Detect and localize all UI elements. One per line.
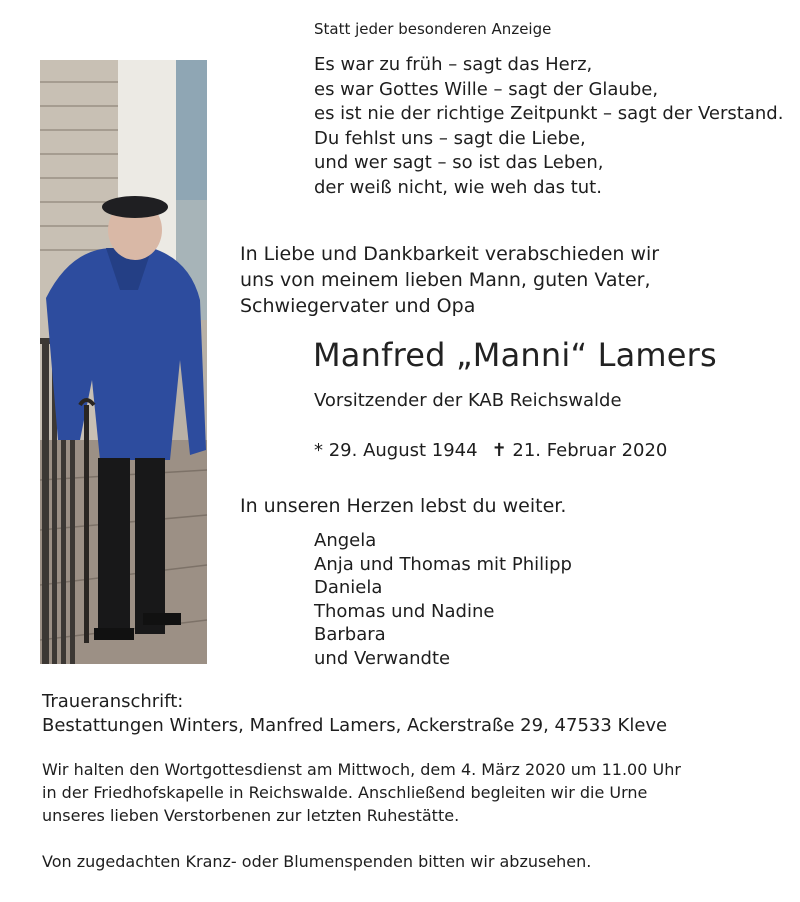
poem-line: Es war zu früh – sagt das Herz, — [314, 54, 593, 75]
mourning-address — [42, 690, 667, 737]
survivors-list — [314, 529, 572, 670]
deceased-role: Vorsitzender der KAB Reichswalde — [314, 390, 622, 411]
notice-header: Statt jeder besonderen Anzeige — [314, 20, 552, 38]
poem-line: der weiß nicht, wie weh das tut. — [314, 176, 602, 198]
intro-line: uns von meinem lieben Mann, guten Vater, — [240, 269, 651, 291]
portrait-photo — [40, 60, 207, 664]
intro-text — [240, 241, 659, 319]
address-label: Traueranschrift: — [42, 691, 184, 712]
birth-date: * 29. August 1944 — [314, 440, 478, 461]
service-line: unseres lieben Verstorbenen zur letzten Ruhestätte. — [42, 806, 460, 825]
survivor-item: Thomas und Nadine — [314, 600, 495, 622]
donations-note: Von zugedachten Kranz- oder Blumenspenden bitten wir abzusehen. — [42, 852, 592, 871]
poem-line: und wer sagt – so ist das Leben, — [314, 152, 604, 173]
poem — [314, 53, 783, 200]
address-text: Bestattungen Winters, Manfred Lamers, Ackerstraße 29, 47533 Kleve — [42, 714, 668, 736]
service-info — [42, 758, 681, 827]
closing-line: In unseren Herzen lebst du weiter. — [240, 495, 567, 517]
poem-line: es war Gottes Wille – sagt der Glaube, — [314, 78, 659, 100]
survivor-item: Anja und Thomas mit Philipp — [314, 553, 572, 575]
life-dates — [314, 440, 667, 461]
intro-line: Schwiegervater und Opa — [240, 295, 476, 317]
survivor-item: Barbara — [314, 624, 386, 645]
service-line: Wir halten den Wortgottesdienst am Mittwoch, dem 4. März 2020 um 11.00 Uhr — [42, 760, 681, 779]
poem-line: Du fehlst uns – sagt die Liebe, — [314, 127, 586, 149]
deceased-name: Manfred „Manni“ Lamers — [313, 336, 717, 374]
survivor-item: Daniela — [314, 577, 383, 598]
survivor-item: Angela — [314, 530, 377, 551]
poem-line: es ist nie der richtige Zeitpunkt – sagt der Verstand. — [314, 103, 784, 124]
death-date: ✝ 21. Februar 2020 — [491, 440, 668, 461]
portrait-photo-illustration — [40, 60, 207, 664]
intro-line: In Liebe und Dankbarkeit verabschieden wir — [240, 243, 660, 265]
survivor-item: und Verwandte — [314, 647, 451, 669]
service-line: in der Friedhofskapelle in Reichswalde. Anschließend begleiten wir die Urne — [42, 783, 648, 802]
